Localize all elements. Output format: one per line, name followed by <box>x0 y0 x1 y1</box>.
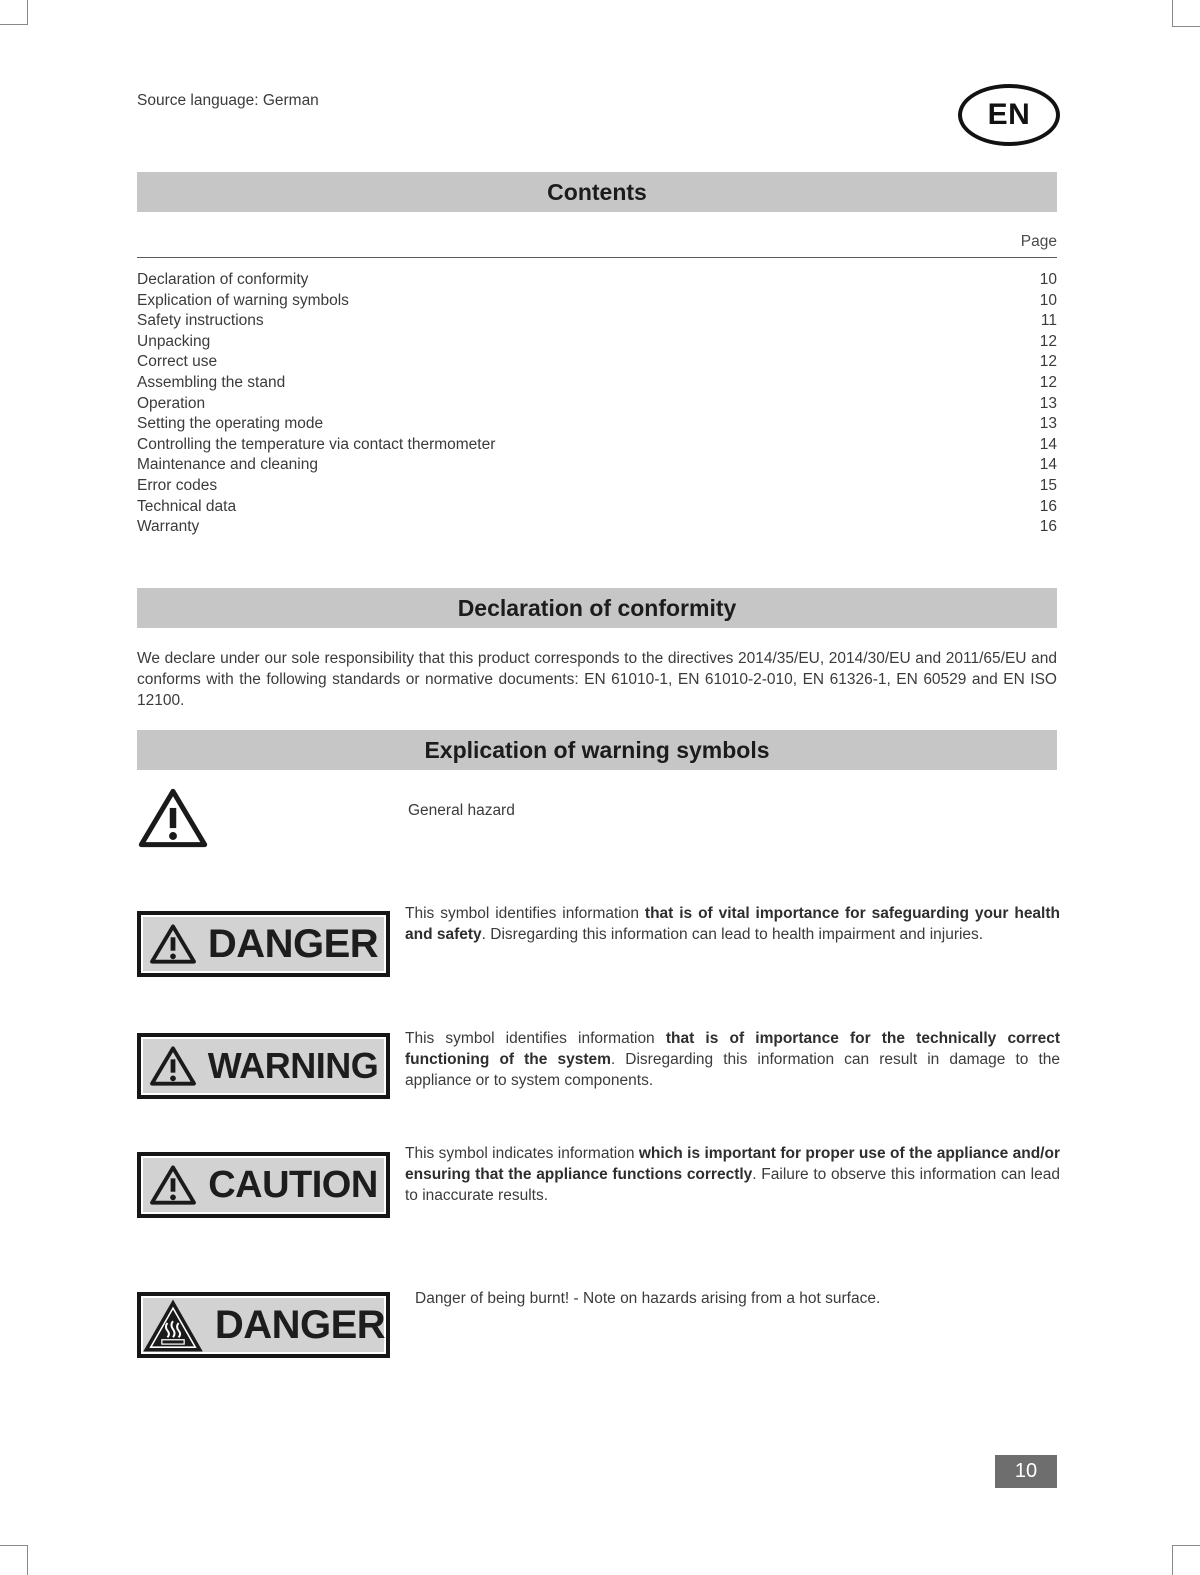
general-hazard-label <box>408 802 515 820</box>
warning-description <box>405 1028 1060 1091</box>
warning-symbols-heading <box>137 730 1057 770</box>
hot-surface-danger-label: DANGER <box>214 1302 386 1347</box>
toc-entry-page: 15 <box>1039 476 1057 494</box>
crop-mark-top-left <box>0 0 28 25</box>
contents-heading <box>137 172 1057 212</box>
hot-surface-description <box>405 1288 1060 1309</box>
text-segment: General hazard <box>408 802 515 819</box>
crop-mark-bottom-left <box>0 1545 28 1575</box>
text-segment: . Disregarding this information can lead to health impairment and injuries. <box>481 926 984 943</box>
toc-row <box>137 374 1057 395</box>
warning-sign-label: WARNING <box>207 1045 379 1086</box>
crop-mark-top-right <box>1172 0 1200 27</box>
hot-surface-danger-sign <box>137 1292 390 1358</box>
text-segment: that is of vital importance for safeguarding your health and safety <box>405 905 1060 943</box>
toc-row <box>137 292 1057 313</box>
text-segment: Danger of being burnt! - Note on hazards arising from a hot surface. <box>415 1290 881 1307</box>
page-number-badge <box>995 1455 1057 1488</box>
warning-sign <box>137 1033 390 1099</box>
text-segment: . Failure to observe this information can lead to inaccurate results. <box>405 1166 1060 1204</box>
text-segment: This symbol identifies information <box>405 1030 666 1047</box>
danger-sign-label: DANGER <box>207 921 379 966</box>
toc-divider <box>137 257 1057 258</box>
warning-symbols-heading-label: Explication of warning symbols <box>424 736 770 763</box>
toc-entry-label: Unpacking <box>137 332 211 350</box>
hot-surface-icon <box>142 1298 204 1353</box>
toc-entry-label: Correct use <box>137 353 218 371</box>
toc-entry-label: Controlling the temperature via contact thermometer <box>137 435 496 453</box>
toc-entry-page: 16 <box>1039 518 1057 536</box>
toc-row <box>137 333 1057 354</box>
page-column-label: Page <box>1020 233 1057 250</box>
toc-entry-page: 14 <box>1039 456 1057 474</box>
text-segment: which is important for proper use of the appliance and/or ensuring that the appliance functions correctly <box>405 1145 1060 1183</box>
toc-entry-page: 10 <box>1039 291 1057 309</box>
language-badge <box>958 84 1060 146</box>
table-of-contents <box>137 233 1057 539</box>
warning-triangle-icon <box>149 1045 197 1087</box>
text-segment: This symbol indicates information <box>405 1145 639 1162</box>
toc-entry-label: Maintenance and cleaning <box>137 456 318 474</box>
toc-entry-page: 12 <box>1039 353 1057 371</box>
general-hazard-icon <box>137 786 209 850</box>
declaration-heading <box>137 588 1057 628</box>
toc-entry-label: Warranty <box>137 518 200 536</box>
caution-sign-label: CAUTION <box>208 1163 378 1206</box>
danger-description <box>405 903 1060 945</box>
toc-entry-page: 13 <box>1039 415 1057 433</box>
toc-row <box>137 436 1057 457</box>
toc-entry-page: 10 <box>1039 271 1057 288</box>
crop-mark-bottom-right <box>1172 1545 1200 1575</box>
toc-row <box>137 456 1057 477</box>
toc-entry-label: Assembling the stand <box>137 373 286 391</box>
text-segment: that is of importance for the technically correct functioning of the system <box>405 1030 1060 1068</box>
caution-description <box>405 1143 1060 1206</box>
source-language-note: Source language: German <box>137 92 319 109</box>
warning-triangle-icon <box>149 923 197 965</box>
toc-entry-page: 11 <box>1040 312 1057 330</box>
danger-sign <box>137 911 390 977</box>
toc-entry-page: 16 <box>1039 497 1057 515</box>
warning-triangle-icon <box>149 1164 197 1206</box>
toc-row <box>137 271 1057 292</box>
contents-heading-label: Contents <box>547 178 647 205</box>
toc-row <box>137 477 1057 498</box>
warning-triangle-icon <box>137 786 209 850</box>
toc-entry-page: 12 <box>1039 332 1057 350</box>
toc-row <box>137 395 1057 416</box>
toc-entry-label: Technical data <box>137 497 237 515</box>
page-number: 10 <box>1014 1460 1038 1482</box>
toc-entry-label: Safety instructions <box>137 312 264 330</box>
toc-row <box>137 518 1057 539</box>
toc-entry-page: 12 <box>1039 373 1057 391</box>
toc-entry-page: 14 <box>1039 435 1057 453</box>
toc-entry-label: Error codes <box>137 476 218 494</box>
toc-row <box>137 353 1057 374</box>
toc-row <box>137 312 1057 333</box>
toc-entry-page: 13 <box>1039 394 1057 412</box>
toc-entry-label: Explication of warning symbols <box>137 291 349 309</box>
text-segment: . Disregarding this information can result in damage to the appliance or to system components. <box>405 1051 1061 1089</box>
language-badge-label: EN <box>987 98 1031 131</box>
declaration-heading-label: Declaration of conformity <box>457 594 737 621</box>
caution-sign <box>137 1152 390 1218</box>
text-segment: This symbol identifies information <box>405 905 645 922</box>
toc-row <box>137 415 1057 436</box>
toc-entry-label: Declaration of conformity <box>137 271 309 288</box>
toc-entry-label: Operation <box>137 394 206 412</box>
toc-entry-label: Setting the operating mode <box>137 415 324 433</box>
declaration-body: We declare under our sole responsibility that this product corresponds to the directives 2014/35/EU, 2014/30/EU and 2011/65/EU and conforms with the following standards or normative documents: EN 61010-1, EN 61010-2-010, EN 61326-1, EN 60529 and EN ISO 12100. <box>137 650 1057 709</box>
toc-row <box>137 498 1057 519</box>
toc-rows <box>137 271 1057 539</box>
